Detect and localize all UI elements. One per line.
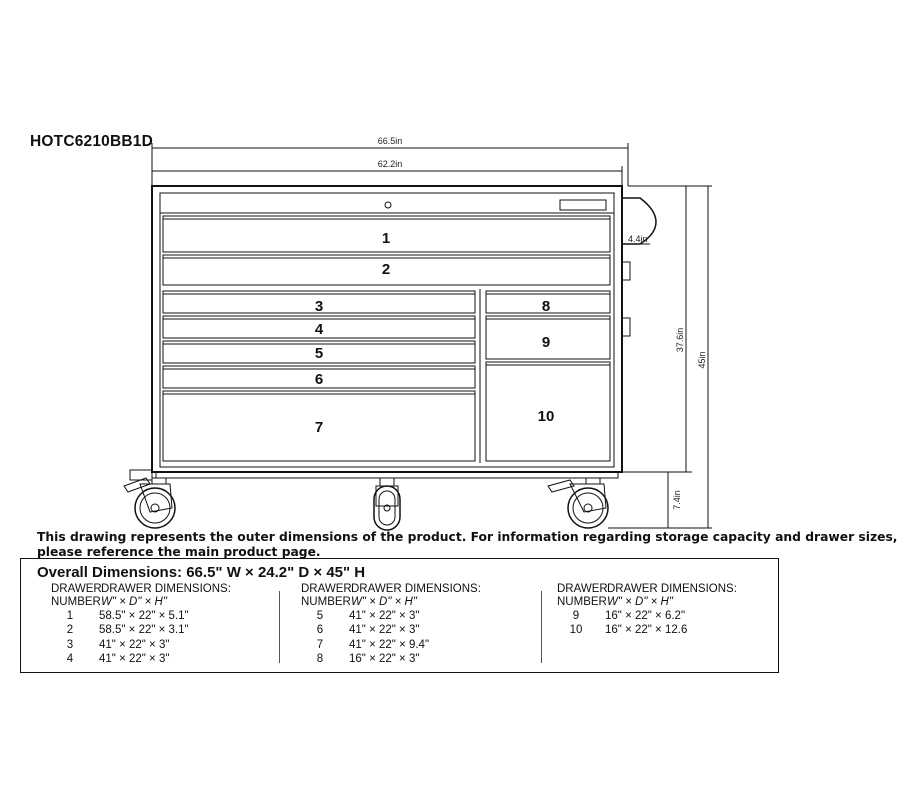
table-row: 1 58.5" × 22" × 5.1" bbox=[66, 609, 189, 622]
lock-icon bbox=[385, 202, 391, 208]
label-cabinet-width: 62.2in bbox=[377, 159, 403, 169]
dimensions-table bbox=[20, 558, 779, 673]
header-dims: DRAWER DIMENSIONS: bbox=[101, 583, 231, 595]
table-row: 6 41" × 22" × 3" bbox=[316, 624, 420, 637]
table-row: 5 41" × 22" × 3" bbox=[316, 609, 420, 622]
label-caster-height: 7.4in bbox=[672, 490, 682, 510]
table-column-2: DRAWER NUMBER DRAWER DIMENSIONS: W" × D" × H" 5 41" × 22" × 3" 6 41" × 22" × 3" 7 41" × 22" × 9.4" 8 16" × 22" × 3" bbox=[301, 583, 481, 666]
brand-badge bbox=[560, 200, 606, 210]
caster-left bbox=[124, 470, 175, 528]
drawer-label-7: 7 bbox=[314, 419, 324, 436]
column-divider bbox=[279, 591, 280, 663]
drawer-label-1: 1 bbox=[381, 230, 391, 247]
table-row: 4 41" × 22" × 3" bbox=[66, 653, 170, 666]
label-handle-depth: 4.4in bbox=[628, 234, 648, 244]
overall-dimensions: Overall Dimensions: 66.5" W × 24.2" D × 45" H bbox=[37, 564, 366, 581]
header-number: NUMBER bbox=[51, 596, 101, 608]
drawer-label-3: 3 bbox=[314, 298, 324, 315]
label-cabinet-height: 37.6in bbox=[675, 327, 685, 353]
table-row: 8 16" × 22" × 3" bbox=[316, 653, 420, 666]
header-units: W" × D" × H" bbox=[101, 596, 167, 608]
table-row: 7 41" × 22" × 9.4" bbox=[316, 638, 430, 651]
table-column-1 bbox=[51, 583, 231, 667]
drawer-label-9: 9 bbox=[541, 334, 551, 351]
label-overall-width: 66.5in bbox=[377, 136, 403, 146]
drawer-label-10: 10 bbox=[537, 408, 555, 425]
column-divider bbox=[541, 591, 542, 663]
label-total-height: 45in bbox=[697, 351, 707, 369]
caster-right bbox=[548, 478, 608, 528]
table-column-3: DRAWER NUMBER DRAWER DIMENSIONS: W" × D" × H" 9 16" × 22" × 6.2" 10 16" × 22" × 12.6 bbox=[557, 583, 737, 637]
drawer-label-4: 4 bbox=[314, 321, 324, 338]
table-row: 3 41" × 22" × 3" bbox=[66, 638, 170, 651]
table-row: 2 58.5" × 22" × 3.1" bbox=[66, 624, 189, 637]
header-drawer: DRAWER bbox=[51, 583, 102, 595]
drawer-label-6: 6 bbox=[314, 371, 324, 388]
caster-center bbox=[374, 478, 400, 530]
drawer-label-2: 2 bbox=[381, 261, 391, 278]
disclaimer-note bbox=[37, 530, 897, 560]
note-line-2: please reference the main product page. bbox=[37, 545, 321, 559]
table-row: 10 16" × 22" × 12.6 bbox=[569, 624, 688, 637]
drawer-label-5: 5 bbox=[314, 345, 324, 362]
cabinet-outline bbox=[152, 186, 622, 472]
drawer-label-8: 8 bbox=[541, 298, 551, 315]
note-line-1: This drawing represents the outer dimensions of the product. For information regarding storage capacity and drawer sizes, bbox=[37, 530, 897, 544]
table-row: 9 16" × 22" × 6.2" bbox=[572, 609, 686, 622]
model-number: HOTC6210BB1D bbox=[30, 133, 153, 150]
